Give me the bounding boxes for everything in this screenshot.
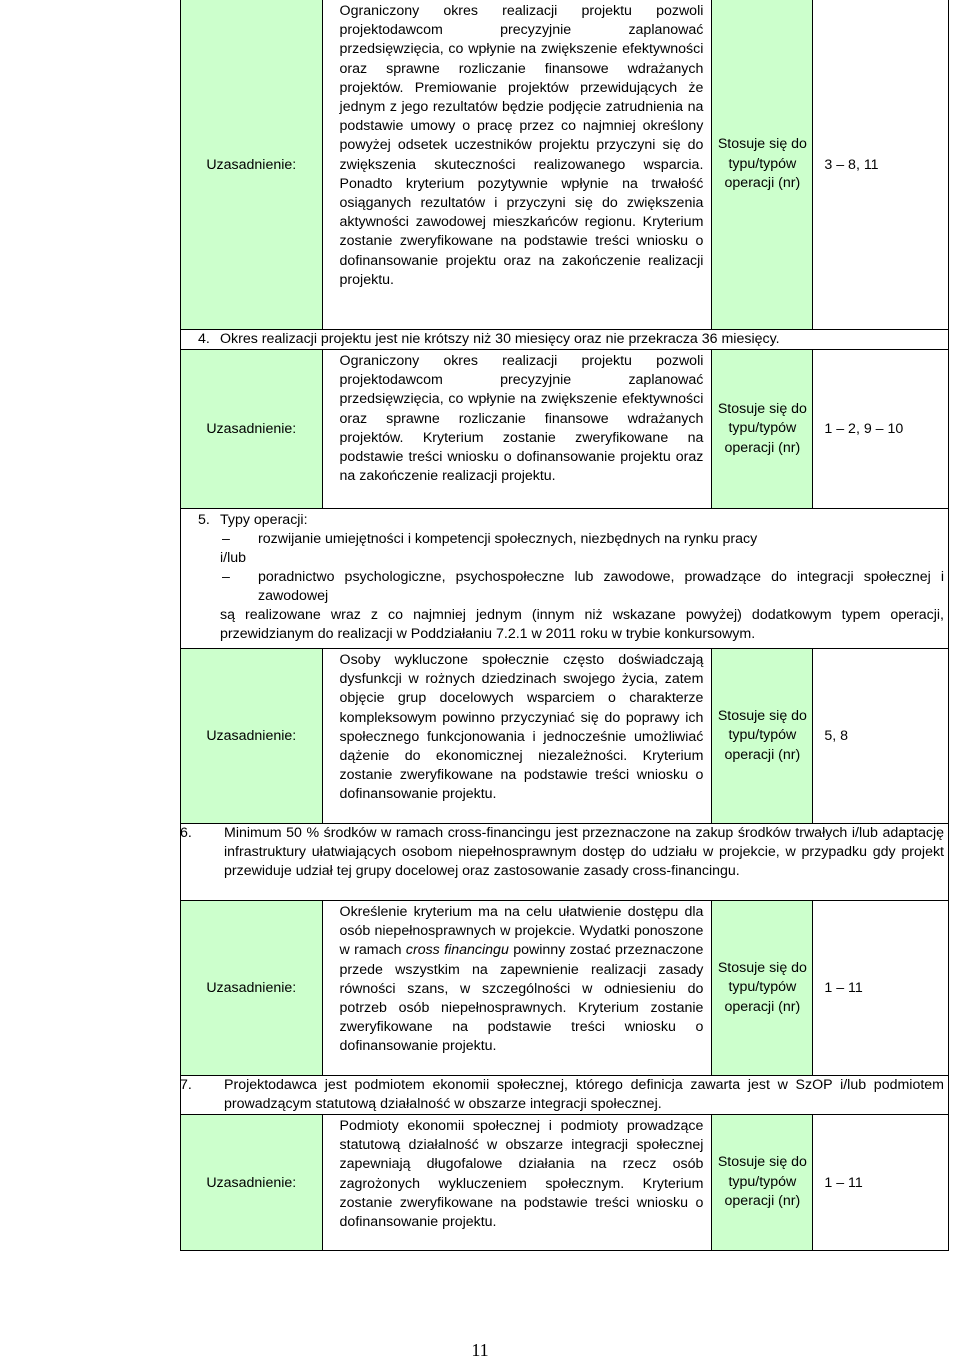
applies-to-text: Stosuje się do typu/typów operacji (nr): [717, 1154, 807, 1210]
dash-bullet: –: [222, 569, 230, 585]
justification-text: Osoby wykluczone społecznie często doświadczają dysfunkcji w rożnych dziedzinach swojego życia, zatem objęcie grup docelowych wsparciem o charakterze kompleksowym powinno przyczyniać się do poprawy ich społecznego funkcjonowania i jednocześnie umożliwiać dążenie do ekonomicznej niezależności. Kryterium zostanie zweryfikowane na podstawie treści wniosku o dofinansowanie projektu.: [323, 649, 713, 823]
applies-to-cell: [712, 901, 813, 1075]
operation-numbers: 1 – 11: [824, 980, 863, 996]
criterion-number: 5.: [198, 512, 210, 528]
justification-text: Ograniczony okres realizacji projektu pozwoli projektodawcom precyzyjnie zaplanować przedsięwzięcia, co wpłynie na zwiększenie efektywności oraz sprawne rozliczanie finansowe wdrażanych projektów. Kryterium zostanie zweryfikowane na podstawie treści wniosku o dofinansowanie projektu oraz na zakończenie realizacji projektu.: [323, 350, 713, 508]
criteria-table: [180, 0, 949, 1251]
criterion-text: Okres realizacji projektu jest nie krótszy niż 30 miesięcy oraz nie przekracza 36 miesięcy.: [220, 331, 780, 347]
justification-text-italic: cross financingu: [405, 942, 509, 959]
justification-label: Uzasadnienie:: [181, 1115, 323, 1250]
operation-type-text: poradnictwo psychologiczne, psychospołeczne lub zawodowe, prowadzące do integracji społecznej i zawodowej: [258, 569, 944, 604]
criterion-5: [180, 509, 949, 649]
operation-numbers: 3 – 8, 11: [824, 156, 879, 173]
justification-row: [180, 901, 949, 1076]
applies-to-cell: [712, 649, 813, 823]
justification-text-part: powinny zostać przeznaczone przede wszystkim na zapewnienie realizacji zasady równości szans, w szczególności w odniesieniu do potrzeb osób niepełnosprawnych. Kryterium zostanie zweryfikowane na podstawie treści wniosku o dofinansowanie projektu.: [339, 942, 704, 1055]
criterion-7: [180, 1076, 949, 1115]
justification-row: [180, 1115, 949, 1251]
criterion-4: [180, 330, 949, 350]
justification-text-part: Określenie kryterium ma na celu ułatwienie dostępu dla osób niepełnosprawnych w projekcie. Wydatki ponoszone w ramach: [339, 904, 704, 959]
page-number: 11: [471, 1340, 489, 1360]
justification-text: Podmioty ekonomii społecznej i podmioty prowadzące statutową działalność w obszarze integracji społecznej zapewniają długofalowe działania na rzecz osób zagrożonych wykluczeniem społecznym. Kryterium zostanie zweryfikowane na podstawie treści wniosku o dofinansowanie projektu.: [323, 1115, 713, 1250]
dash-bullet: –: [222, 531, 230, 547]
criterion-text: Projektodawca jest podmiotem ekonomii społecznej, którego definicja zawarta jest w SzOP i/lub podmiotem prowadzącym statutową działalność w obszarze integracji społecznej.: [224, 1077, 944, 1112]
justification-text: [323, 901, 713, 1075]
justification-text: Ograniczony okres realizacji projektu pozwoli projektodawcom precyzyjnie zaplanować przedsięwzięcia, co wpłynie na zwiększenie efektywności oraz sprawne rozliczanie finansowe wdrażanych projektów. Premiowanie projektów przewidujących że jednym z jego rezultatów będzie podjęcie zatrudnienia na podstawie umowy o pracę przez co najmniej określony powyżej odsetek uczestników projektu przyczyni się do zwiększenia skuteczności realizowanego wsparcia. Ponadto kryterium pozytywnie wpłynie na trwałość osiąganych rezultatów i przyczyni się do zwiększenia aktywności zawodowej mieszkańców regionu. Kryterium zostanie zweryfikowane na podstawie treści wniosku o dofinansowanie projektu oraz na zakończenie realizacji projektu.: [323, 0, 713, 329]
operation-numbers: 5, 8: [824, 728, 849, 744]
criterion-5-closing: są realizowane wraz z co najmniej jednym (innym niż wskazane powyżej) dodatkowym typem operacji, przewidzianym do realizacji w Poddziałaniu 7.2.1 w 2011 roku w trybie konkursowym.: [220, 607, 944, 642]
justification-label: Uzasadnienie:: [181, 901, 323, 1075]
applies-to-text: Stosuje się do typu/typów operacji (nr): [717, 136, 807, 192]
criterion-number: 6.: [180, 825, 192, 841]
criterion-number: 4.: [198, 331, 210, 347]
applies-to-cell: [712, 0, 813, 329]
applies-to-text: Stosuje się do typu/typów operacji (nr): [717, 959, 807, 1015]
applies-to-text: Stosuje się do typu/typów operacji (nr): [717, 400, 807, 456]
applies-to-cell: [712, 350, 813, 508]
applies-to-text: Stosuje się do typu/typów operacji (nr): [717, 707, 807, 763]
justification-label: Uzasadnienie:: [181, 350, 323, 508]
operation-type-item: [198, 530, 944, 549]
criterion-6: [180, 824, 949, 901]
justification-row: [180, 350, 949, 509]
operation-numbers: 1 – 11: [824, 1174, 863, 1191]
justification-label: Uzasadnienie:: [181, 649, 323, 823]
justification-row: [180, 649, 949, 824]
operation-numbers: 1 – 2, 9 – 10: [824, 421, 904, 437]
criterion-5-title: [198, 511, 944, 530]
criterion-number: 7.: [180, 1077, 192, 1093]
criterion-title: Typy operacji:: [220, 512, 308, 528]
applies-to-cell: [712, 1115, 813, 1250]
operation-type-item: [198, 568, 944, 606]
criterion-text: Minimum 50 % środków w ramach cross-financingu jest przeznaczone na zakup środków trwałych i/lub adaptację infrastruktury ułatwiających osobom niepełnosprawnym dostęp do udziału w projekcie, w przypadku gdy projekt przewiduje udział tej grupy docelowej oraz zastosowanie zasady cross-financingu.: [224, 825, 944, 879]
justification-row: [180, 0, 949, 330]
justification-label: Uzasadnienie:: [181, 0, 323, 329]
and-or-text: i/lub: [220, 550, 247, 566]
operation-type-text: rozwijanie umiejętności i kompetencji społecznych, niezbędnych na rynku pracy: [258, 531, 758, 547]
